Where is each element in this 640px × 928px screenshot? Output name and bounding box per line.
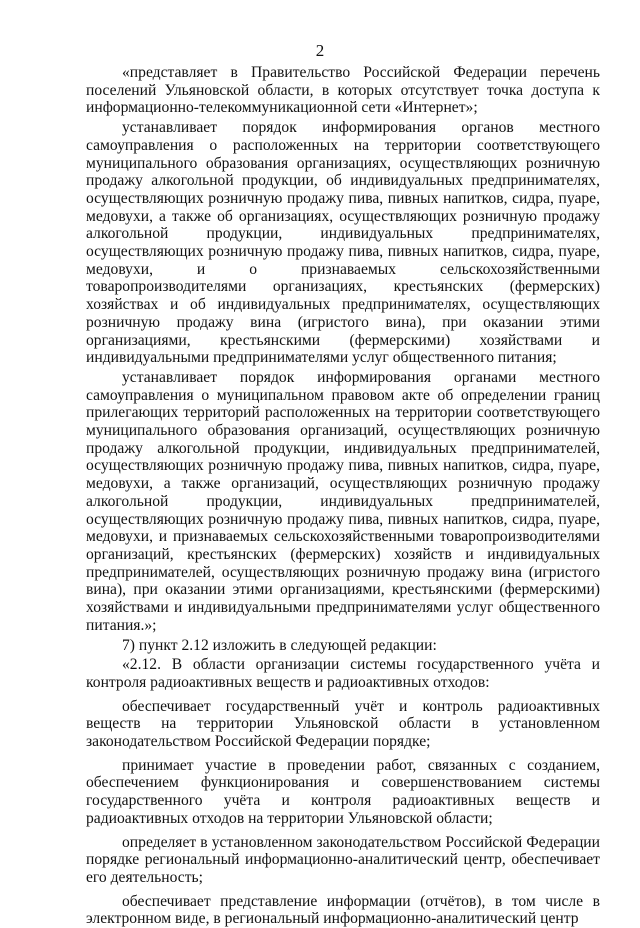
- paragraph-reporting-submission: обеспечивает представление информации (отчётов), в том числе в электронном виде, в региональный информационно-аналитический центр: [86, 892, 600, 928]
- document-body: [86, 64, 600, 928]
- paragraph-amendment-item-7: 7) пункт 2.12 изложить в следующей редакции:: [122, 636, 437, 654]
- page-number: 2: [315, 41, 325, 60]
- paragraph-system-participation: принимает участие в проведении работ, связанных с созданием, обеспечением функционирования и совершенствованием системы государственного учёта и контроля радиоактивных веществ и радиоактивных отходов на территории Ульяновской области;: [86, 756, 600, 827]
- paragraph-internet-access-list: «представляет в Правительство Российской Федерации перечень поселений Ульяновской области, в которых отсутствует точка доступа к информационно-телекоммуникационной сети «Интернет»;: [86, 64, 600, 117]
- paragraph-section-2-12-heading: «2.12. В области организации системы государственного учёта и контроля радиоактивных веществ и радиоактивных отходов:: [86, 656, 600, 691]
- paragraph-state-accounting-control: обеспечивает государственный учёт и контроль радиоактивных веществ на территории Ульяновской области в установленном законодательством Российской Федерации порядке;: [86, 697, 600, 751]
- paragraph-regional-center-designation: определяет в установленном законодательством Российской Федерации порядке региональный информационно-аналитический центр, обеспечивает его деятельность;: [86, 833, 600, 886]
- paragraph-adjacent-territories-info-procedure: устанавливает порядок информирования органами местного самоуправления о муниципальном правовом акте об определении границ прилегающих территорий расположенных на территории соответствующего муниципального образования организаций, осуществляющих розничную продажу алкогольной продукции, индивидуальных предпринимателей, осуществляющих розничную продажу пива, пивных напитков, сидра, пуаре, медовухи, а также организаций, осуществляющих розничную продажу алкогольной продукции, индивидуальных предпринимателей, осуществляющих розничную продажу пива, пивных напитков, сидра, пуаре, медовухи, и признаваемых сельскохозяйственными товаропроизводителями организаций, крестьянских (фермерских) хозяйств и индивидуальных предпринимателей, осуществляющих розничную продажу вина (игристого вина), при оказании этими организациями, крестьянскими (фермерскими) хозяйствами и индивидуальными предпринимателями услуг общественного питания.»;: [86, 368, 600, 634]
- paragraph-alcohol-retail-info-procedure: устанавливает порядок информирования органов местного самоуправления о расположенных на территории соответствующего муниципального образования организациях, осуществляющих розничную продажу алкогольной продукции, об индивидуальных предпринимателях, осуществляющих розничную продажу пива, пивных напитков, сидра, пуаре, медовухи, а также об организациях, осуществляющих розничную продажу алкогольной продукции, индивидуальных предпринимателях, осуществляющих розничную продажу пива, пивных напитков, сидра, пуаре, медовухи, и о признаваемых сельскохозяйственными товаропроизводителями организациях, крестьянских (фермерских) хозяйствах и об индивидуальных предпринимателях, осуществляющих розничную продажу вина (игристого вина), при оказании этими организациями, крестьянскими (фермерскими) хозяйствами и индивидуальными предпринимателями услуг общественного питания;: [86, 119, 600, 367]
